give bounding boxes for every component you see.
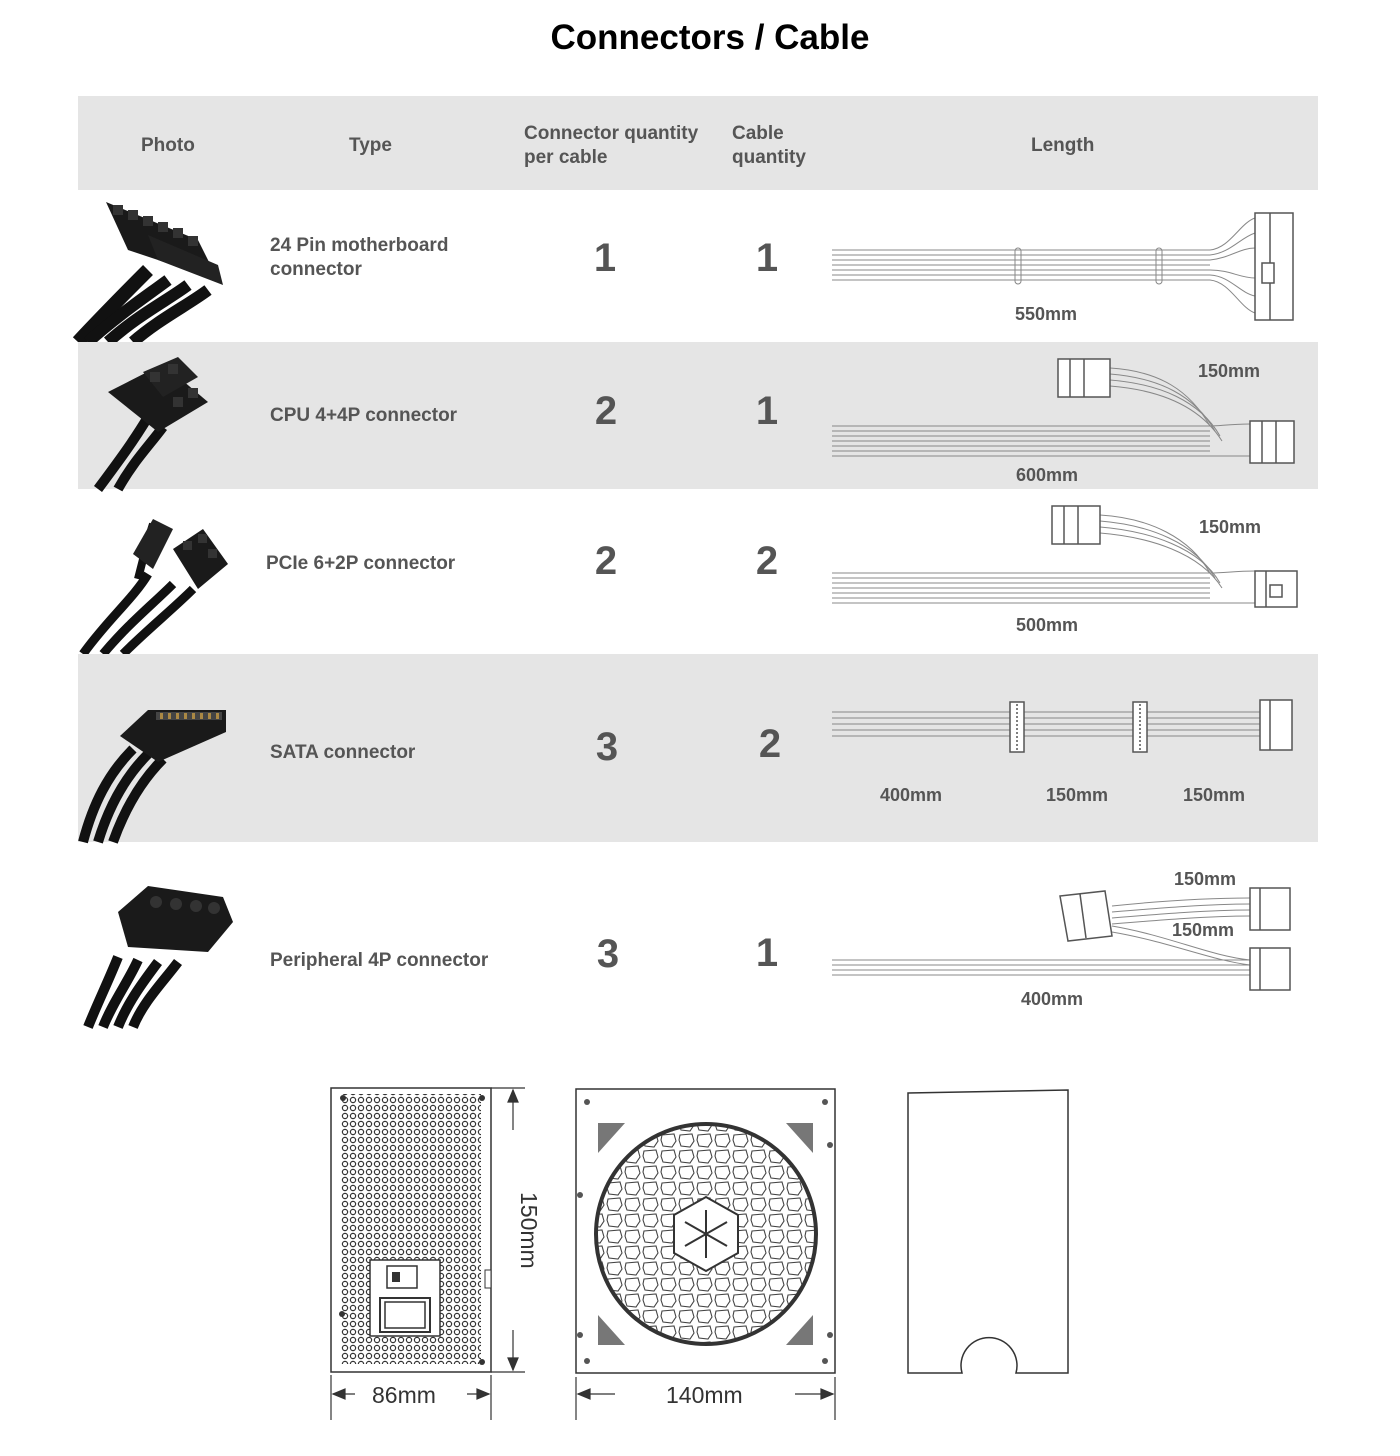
24pin-connector-photo [78, 190, 238, 342]
psu-fan-view [570, 1085, 845, 1425]
col-connector-qty-line2: per cable [524, 147, 608, 168]
col-cable-qty-line2: quantity [732, 147, 806, 168]
table-row [78, 342, 1318, 489]
col-length: Length [1031, 135, 1095, 156]
row-type: SATA connector [270, 742, 416, 763]
col-connector-qty [524, 122, 698, 170]
sata-connector-photo [78, 654, 238, 842]
pcie-connector-photo [78, 489, 238, 654]
cable-length-label: 150mm [1046, 785, 1109, 805]
table-row [78, 654, 1318, 842]
connector-qty: 3 [595, 725, 619, 769]
cable-length-label: 400mm [880, 785, 943, 805]
sata-cable-diagram [830, 694, 1300, 764]
row-type-line2: connector [270, 259, 362, 280]
cable-length-label: 600mm [1016, 465, 1079, 485]
table-row [78, 190, 1318, 342]
width-dimension-label: 86mm [372, 1382, 436, 1408]
connector-qty: 2 [594, 539, 618, 583]
col-type: Type [349, 135, 392, 156]
row-type-line1: 24 Pin motherboard [270, 235, 449, 256]
cable-qty: 1 [755, 236, 779, 280]
col-photo: Photo [141, 135, 195, 156]
branch-length-label: 150mm [1199, 517, 1262, 537]
cable-qty: 1 [755, 389, 779, 433]
psu-side-view [900, 1085, 1080, 1380]
cable-qty: 2 [755, 539, 779, 583]
cpu-connector-photo [78, 342, 238, 489]
row-type: CPU 4+4P connector [270, 405, 458, 426]
row-type: PCIe 6+2P connector [266, 553, 456, 574]
table-row [78, 842, 1318, 1027]
psu-rear-view [325, 1080, 545, 1425]
cable-qty: 2 [758, 722, 782, 766]
molex-cable-diagram [830, 886, 1300, 1001]
connector-qty: 3 [596, 932, 620, 976]
connector-qty: 1 [593, 236, 617, 280]
cable-length-label: 150mm [1183, 785, 1246, 805]
row-type [270, 234, 448, 282]
branch-length-label: 150mm [1172, 920, 1235, 940]
cable-length-label: 550mm [1015, 304, 1078, 324]
col-cable-qty [732, 122, 806, 170]
cable-length-label: 500mm [1016, 615, 1079, 635]
branch-length-label: 150mm [1174, 869, 1237, 889]
page-title: Connectors / Cable [550, 18, 870, 57]
col-connector-qty-line1: Connector quantity [524, 123, 699, 144]
cable-length-label: 400mm [1021, 989, 1084, 1009]
depth-dimension-label: 140mm [666, 1382, 743, 1408]
row-type: Peripheral 4P connector [270, 950, 489, 971]
table-row [78, 489, 1318, 654]
cable-qty: 1 [755, 931, 779, 975]
molex-connector-photo [78, 842, 238, 1027]
col-cable-qty-line1: Cable [732, 123, 784, 144]
table-header [78, 96, 1318, 190]
branch-length-label: 150mm [1198, 361, 1261, 381]
connector-qty: 2 [594, 389, 618, 433]
